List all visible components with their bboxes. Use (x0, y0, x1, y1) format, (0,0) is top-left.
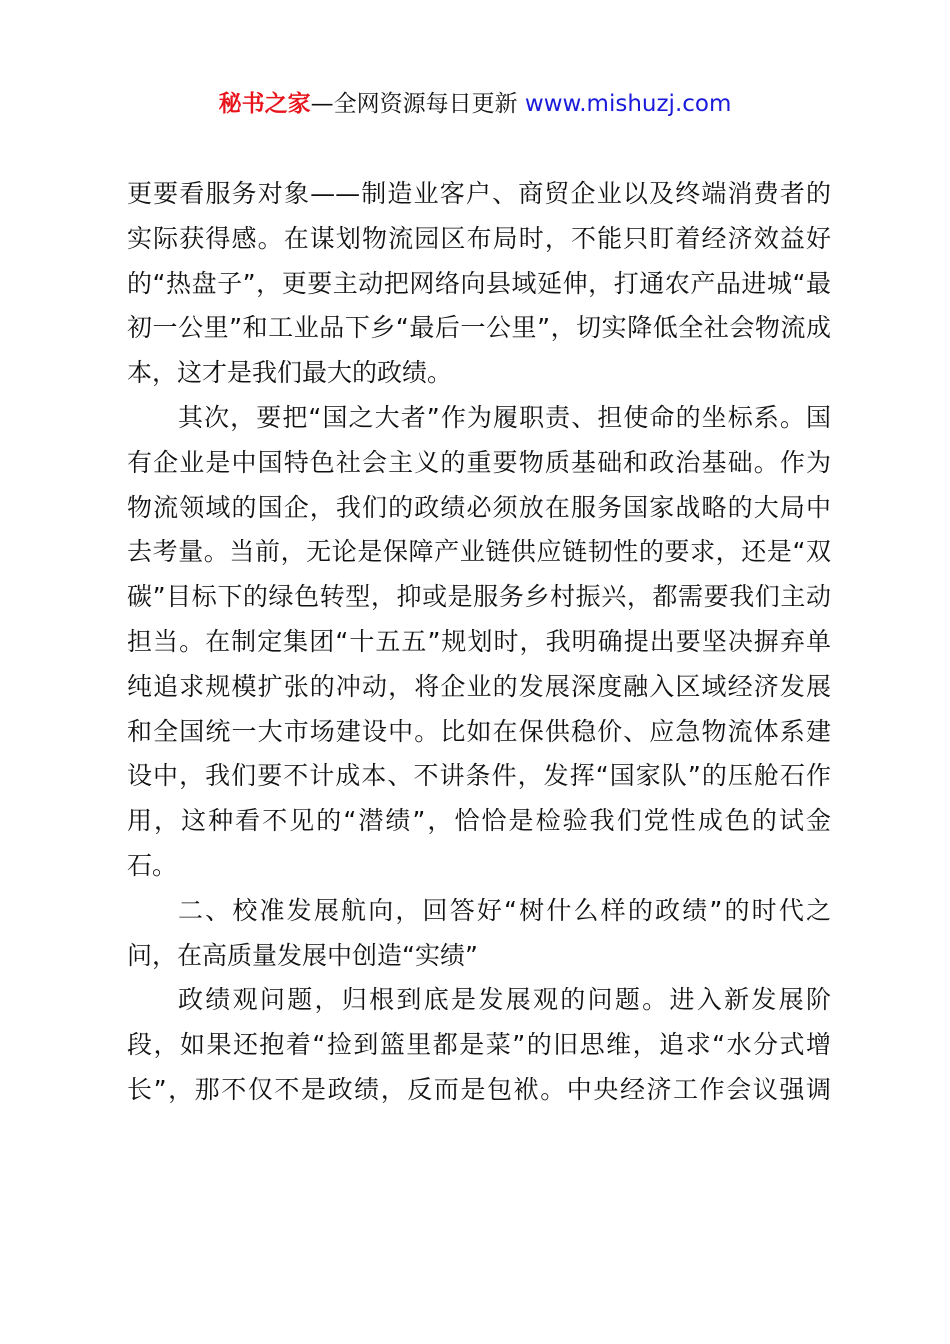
text-line: 石。 (127, 850, 178, 880)
text-line: 更要看服务对象——制造业客户、商贸企业以及终端消费者的 (127, 179, 831, 208)
text-line: 用，这种看不见的“潜绩”，恰恰是检验我们党性成色的试金 (127, 806, 831, 836)
text-line: 去考量。当前，无论是保障产业链供应链韧性的要求，还是“双 (127, 537, 831, 567)
text-line: 实际获得感。在谋划物流园区布局时，不能只盯着经济效益好 (127, 223, 831, 253)
text-line: 的“热盘子”，更要主动把网络向县域延伸，打通农产品进城“最 (127, 268, 831, 298)
text-line: 设中，我们要不计成本、不讲条件，发挥“国家队”的压舱石作 (127, 761, 831, 791)
text-line: 其次，要把“国之大者”作为履职责、担使命的坐标系。国 (178, 402, 831, 432)
text-line: 担当。在制定集团“十五五”规划时，我明确提出要坚决摒弃单 (127, 626, 831, 656)
text-line: 和全国统一大市场建设中。比如在保供稳价、应急物流体系建 (127, 716, 831, 746)
header-tagline: —全网资源每日更新 (310, 91, 525, 117)
brand-name: 秘书之家 (218, 91, 311, 117)
text-line: 物流领域的国企，我们的政绩必须放在服务国家战略的大局中 (127, 492, 831, 522)
text-line: 长”，那不仅不是政绩，反而是包袱。中央经济工作会议强调 (127, 1074, 831, 1104)
text-line: 初一公里”和工业品下乡“最后一公里”，切实降低全社会物流成 (127, 313, 831, 343)
site-url-link[interactable]: www.mishuzj.com (524, 91, 732, 117)
text-line: 碳”目标下的绿色转型，抑或是服务乡村振兴，都需要我们主动 (127, 582, 831, 612)
text-line: 段，如果还抱着“捡到篮里都是菜”的旧思维，追求“水分式增 (127, 1030, 831, 1060)
site-header (0, 88, 950, 120)
document-body (127, 172, 831, 1113)
text-line: 政绩观问题，归根到底是发展观的问题。进入新发展阶 (178, 985, 831, 1015)
text-line: 问，在高质量发展中创造“实绩” (127, 940, 478, 970)
text-line: 二、校准发展航向，回答好“树什么样的政绩”的时代之 (178, 895, 831, 925)
text-line: 本，这才是我们最大的政绩。 (127, 358, 453, 388)
text-line: 有企业是中国特色社会主义的重要物质基础和政治基础。作为 (127, 447, 831, 477)
text-line: 纯追求规模扩张的冲动，将企业的发展深度融入区域经济发展 (127, 671, 831, 701)
